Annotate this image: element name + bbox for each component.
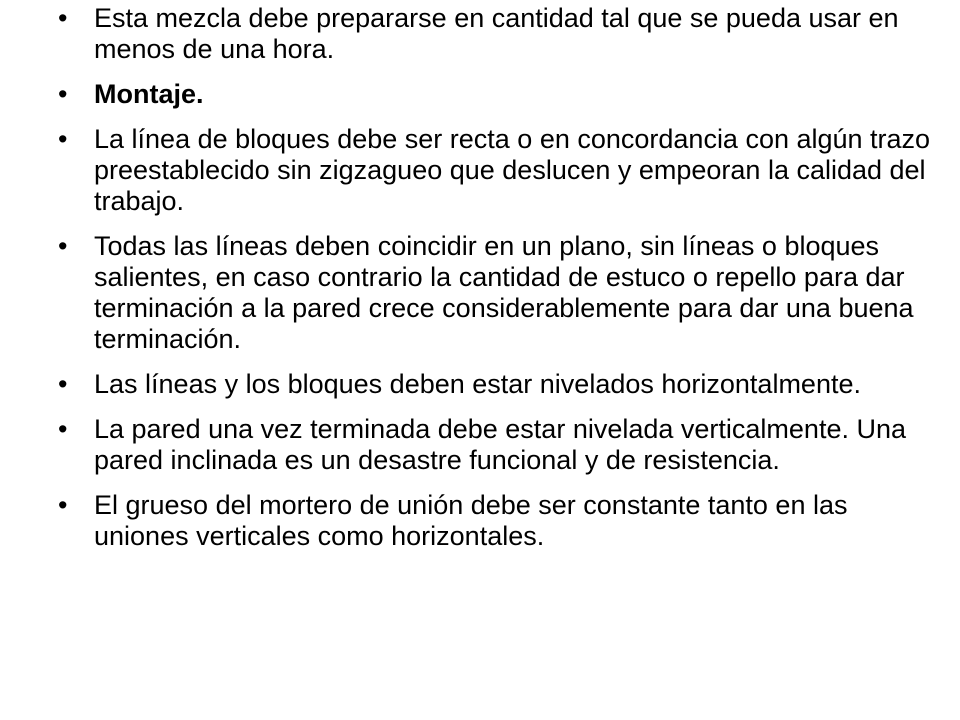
bullet-item (58, 414, 938, 476)
bullet-item (58, 490, 938, 552)
bullet-heading-text: Montaje. (94, 79, 204, 109)
bullet-marker: • (58, 3, 68, 33)
bullet-marker: • (58, 369, 68, 399)
bullet-item (58, 369, 938, 400)
bullet-item (58, 124, 938, 217)
bullet-text: La pared una vez terminada debe estar nivelada verticalmente. Una pared inclinada es un desastre funcional y de resistencia. (94, 414, 906, 475)
bullet-text: La línea de bloques debe ser recta o en concordancia con algún trazo preestablecido sin zigzagueo que deslucen y empeoran la calidad del trabajo. (94, 124, 931, 216)
bullet-list (58, 3, 938, 566)
bullet-marker: • (58, 79, 68, 109)
bullet-marker: • (58, 414, 68, 444)
bullet-item (58, 231, 938, 355)
bullet-text: Esta mezcla debe prepararse en cantidad tal que se pueda usar en menos de una hora. (94, 3, 899, 64)
bullet-text: Las líneas y los bloques deben estar nivelados horizontalmente. (94, 369, 861, 399)
bullet-marker: • (58, 490, 68, 520)
bullet-marker: • (58, 124, 68, 154)
bullet-marker: • (58, 231, 68, 261)
bullet-text: El grueso del mortero de unión debe ser constante tanto en las uniones verticales como horizontales. (94, 490, 848, 551)
bullet-item-heading (58, 79, 938, 110)
bullet-item (58, 3, 938, 65)
bullet-text: Todas las líneas deben coincidir en un plano, sin líneas o bloques salientes, en caso contrario la cantidad de estuco o repello para dar terminación a la pared crece considerablemente para dar una buena terminación. (94, 231, 914, 354)
